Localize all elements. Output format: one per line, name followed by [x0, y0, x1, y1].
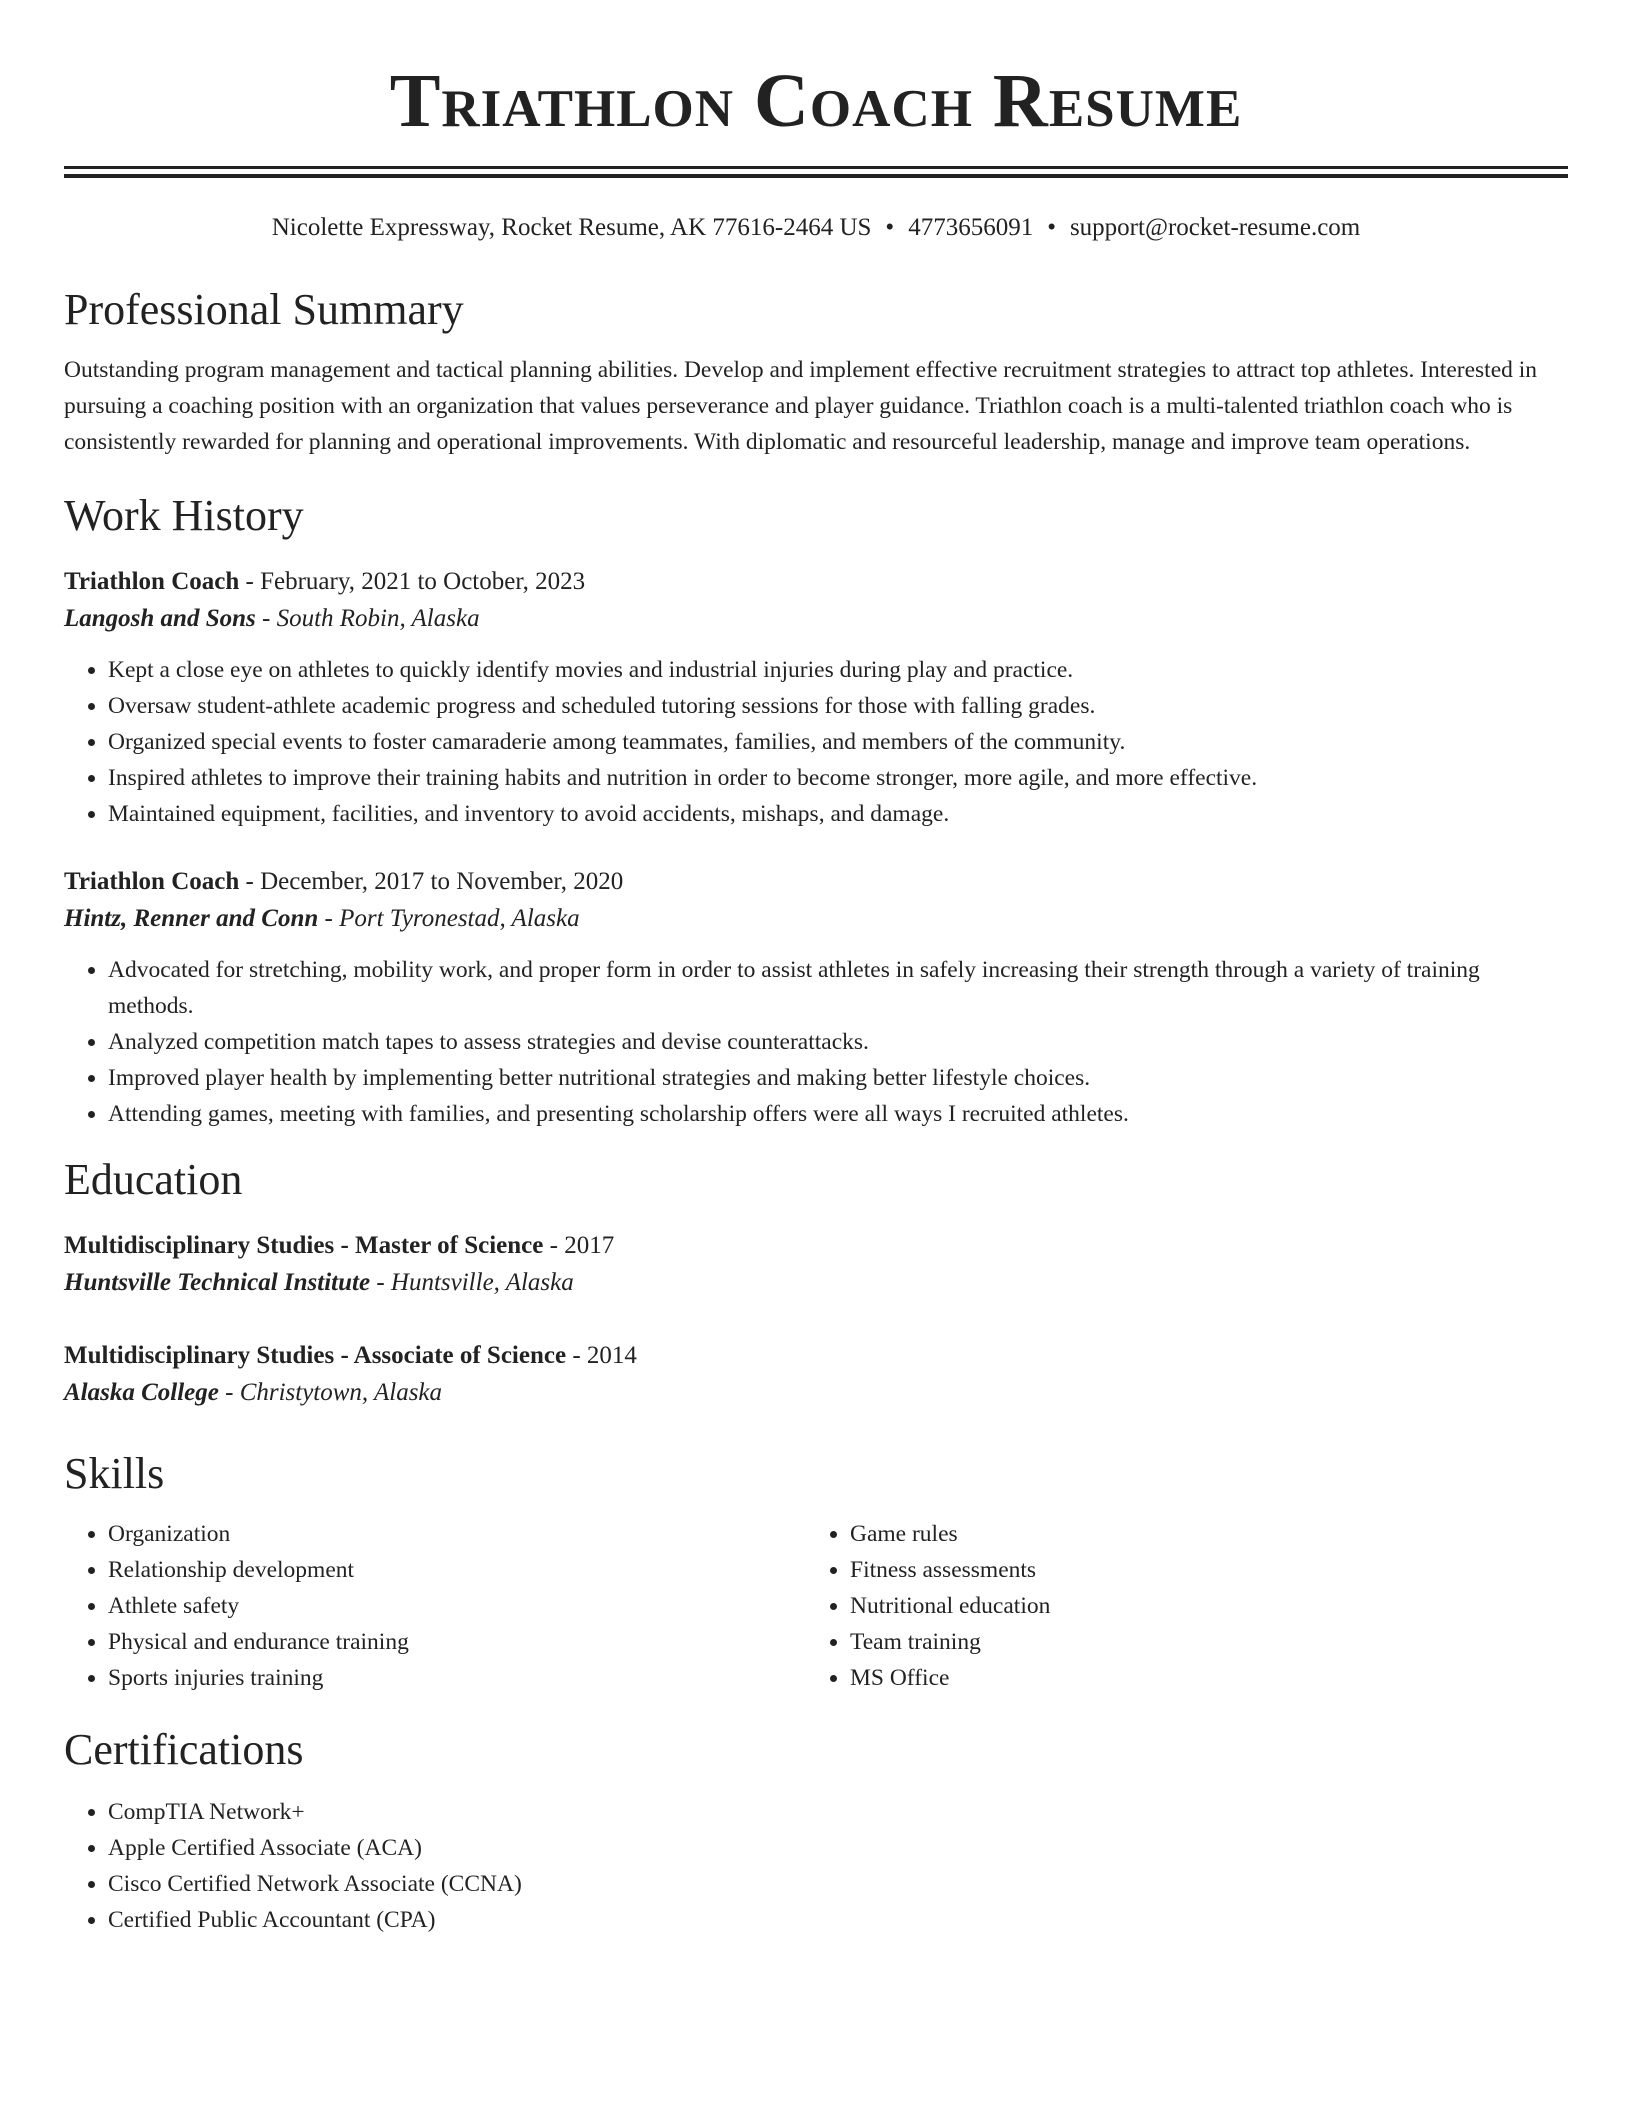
- list-item: • Oversaw student-athlete academic progress and scheduled tutoring sessions for those with falling grades.: [108, 688, 1568, 724]
- list-item: • Improved player health by implementing better nutritional strategies and making better lifestyle choices.: [108, 1060, 1568, 1096]
- list-item: • Advocated for stretching, mobility work, and proper form in order to assist athletes in safely increasing their strength through a variety of training methods.: [108, 952, 1568, 1024]
- contact-phone: 4773656091: [908, 214, 1034, 241]
- summary-heading: Professional Summary: [64, 285, 464, 334]
- summary-section: [64, 284, 1568, 460]
- list-item: • Sports injuries training: [108, 1660, 806, 1696]
- list-item: • Fitness assessments: [850, 1552, 1548, 1588]
- education-entry: [64, 1228, 1568, 1302]
- work-history-section: [64, 490, 1568, 1132]
- list-item: • Analyzed competition match tapes to assess strategies and devise counterattacks.: [108, 1024, 1568, 1060]
- degree-line: [64, 1228, 1568, 1264]
- degree-year: 2014: [586, 1342, 637, 1369]
- skills-column-left: [64, 1516, 806, 1696]
- list-item: • Apple Certified Associate (ACA): [108, 1830, 1568, 1866]
- contact-separator: •: [885, 214, 895, 241]
- dash: -: [239, 568, 261, 595]
- job-title-line: [64, 864, 1568, 900]
- dash: -: [318, 905, 340, 932]
- contact-email: support@rocket-resume.com: [1069, 214, 1361, 241]
- list-item: • Physical and endurance training: [108, 1624, 806, 1660]
- job-company-line: [64, 600, 1568, 638]
- list-item: • Attending games, meeting with families, and presenting scholarship offers were all ways I recruited athletes.: [108, 1096, 1568, 1132]
- job-bullets: [64, 652, 1568, 832]
- skills-list: [806, 1516, 1548, 1696]
- skills-heading: Skills: [64, 1449, 165, 1498]
- school: Huntsville Technical Institute: [64, 1269, 371, 1296]
- skills-list: [64, 1516, 806, 1696]
- job-title-line: [64, 564, 1568, 600]
- list-item: • Athlete safety: [108, 1588, 806, 1624]
- summary-text: Outstanding program management and tactical planning abilities. Develop and implement effective recruitment strategies to attract top athletes. Interested in pursuing a coaching position with an organization that values perseverance and player guidance. Triathlon coach is a multi-talented triathlon coach who is consistently rewarded for planning and operational improvements. With diplomatic and resourceful leadership, manage and improve team operations.: [64, 357, 1538, 455]
- degree: Multidisciplinary Studies - Master of Science: [64, 1232, 544, 1259]
- dash: -: [566, 1342, 587, 1369]
- school-line: [64, 1264, 1568, 1302]
- contact-line: [64, 212, 1568, 244]
- contact-separator: •: [1047, 214, 1056, 241]
- job-company: Hintz, Renner and Conn: [64, 905, 319, 932]
- list-item: • Certified Public Accountant (CPA): [108, 1902, 1568, 1938]
- education-entry: [64, 1338, 1568, 1412]
- job-location: South Robin, Alaska: [276, 605, 480, 632]
- education-section: [64, 1154, 1568, 1412]
- job-title: Triathlon Coach: [64, 568, 240, 595]
- work-history-heading: Work History: [64, 491, 304, 540]
- dash: -: [543, 1232, 565, 1259]
- job-entry: [64, 564, 1568, 832]
- title-double-rule: [64, 166, 1568, 178]
- page-title: Triathlon Coach Resume: [389, 59, 1243, 143]
- certifications-list: [64, 1794, 1568, 1938]
- job-dates: December, 2017 to November, 2020: [260, 868, 624, 895]
- job-company: Langosh and Sons: [64, 605, 256, 632]
- education-heading: Education: [64, 1155, 243, 1204]
- list-item: • Kept a close eye on athletes to quickly identify movies and industrial injuries during play and practice.: [108, 652, 1568, 688]
- skills-grid: [64, 1516, 1568, 1696]
- job-company-line: [64, 900, 1568, 938]
- list-item: • MS Office: [850, 1660, 1548, 1696]
- job-entry: [64, 864, 1568, 1132]
- dash: -: [239, 868, 261, 895]
- job-dates: February, 2021 to October, 2023: [260, 568, 586, 595]
- contact-address: Nicolette Expressway, Rocket Resume, AK 77616-2464 US: [271, 214, 872, 241]
- degree: Multidisciplinary Studies - Associate of Science: [64, 1342, 567, 1369]
- skills-column-right: [806, 1516, 1548, 1696]
- job-bullets: [64, 952, 1568, 1132]
- list-item: • Organization: [108, 1516, 806, 1552]
- list-item: • Team training: [850, 1624, 1548, 1660]
- list-item: • CompTIA Network+: [108, 1794, 1568, 1830]
- school: Alaska College: [64, 1379, 219, 1406]
- school-location: Huntsville, Alaska: [390, 1269, 574, 1296]
- certifications-section: [64, 1724, 1568, 1938]
- school-line: [64, 1374, 1568, 1412]
- list-item: • Cisco Certified Network Associate (CCNA): [108, 1866, 1568, 1902]
- dash: -: [218, 1379, 240, 1406]
- list-item: • Relationship development: [108, 1552, 806, 1588]
- job-location: Port Tyronestad, Alaska: [339, 905, 580, 932]
- list-item: • Maintained equipment, facilities, and inventory to avoid accidents, mishaps, and damage.: [108, 796, 1568, 832]
- degree-line: [64, 1338, 1568, 1374]
- job-title: Triathlon Coach: [64, 868, 240, 895]
- list-item: • Organized special events to foster camaraderie among teammates, families, and members of the community.: [108, 724, 1568, 760]
- skills-section: [64, 1448, 1568, 1696]
- list-item: • Game rules: [850, 1516, 1548, 1552]
- school-location: Christytown, Alaska: [239, 1379, 443, 1406]
- degree-year: 2017: [564, 1232, 615, 1259]
- certifications-heading: Certifications: [64, 1725, 304, 1774]
- dash: -: [370, 1269, 391, 1296]
- dash: -: [255, 605, 277, 632]
- list-item: • Inspired athletes to improve their training habits and nutrition in order to become stronger, more agile, and more effective.: [108, 760, 1568, 796]
- list-item: • Nutritional education: [850, 1588, 1548, 1624]
